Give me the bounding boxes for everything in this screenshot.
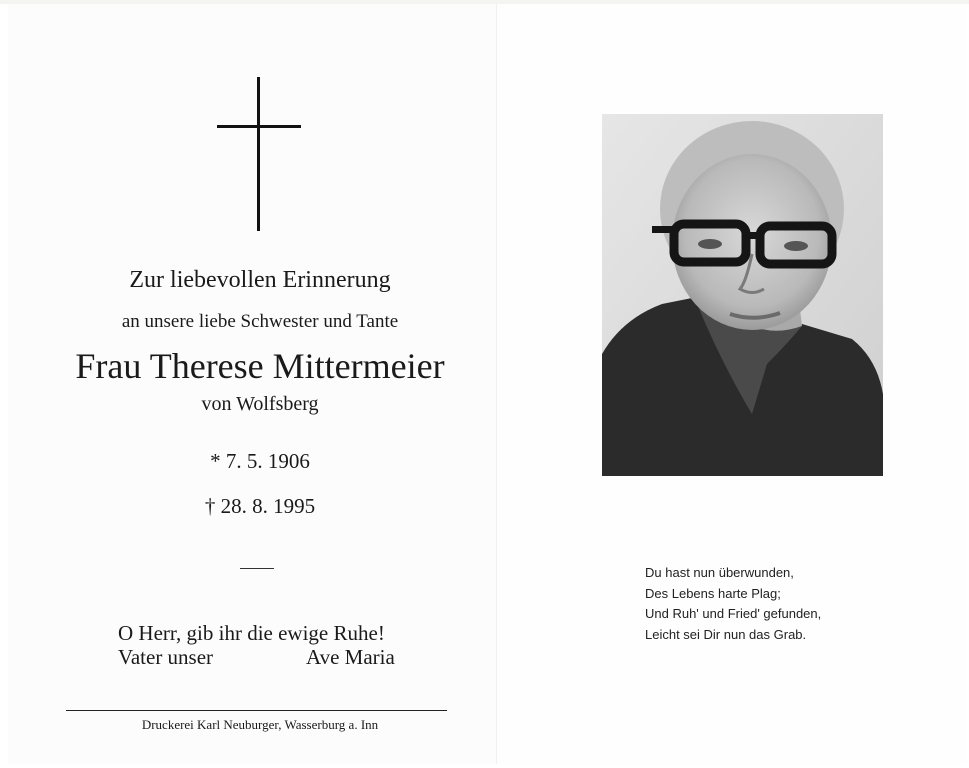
poem-line: Des Lebens harte Plag; — [645, 585, 781, 601]
deceased-name: Frau Therese Mittermeier — [75, 346, 445, 386]
heading: Zur liebevollen Erinnerung — [129, 267, 391, 293]
divider — [240, 568, 274, 569]
poem-line: Und Ruh' und Fried' gefunden, — [645, 606, 822, 621]
footer-rule — [66, 710, 447, 711]
origin: von Wolfsberg — [201, 393, 319, 415]
prayer-line: O Herr, gib ihr die ewige Ruhe! — [118, 621, 385, 645]
prayer-right: Ave Maria — [306, 645, 395, 669]
birth-date: * 7. 5. 1906 — [210, 449, 310, 473]
printer-credit: Druckerei Karl Neuburger, Wasserburg a. Inn — [141, 717, 379, 732]
poem-line: Du hast nun überwunden, — [645, 565, 794, 580]
subheading: an unsere liebe Schwester und Tante — [121, 311, 399, 332]
poem — [645, 563, 821, 645]
prayer-left: Vater unser — [118, 645, 214, 669]
cross-icon — [217, 77, 301, 231]
portrait-photo — [602, 114, 883, 476]
death-date: † 28. 8. 1995 — [204, 494, 316, 518]
poem-line: Leicht sei Dir nun das Grab. — [645, 626, 807, 642]
